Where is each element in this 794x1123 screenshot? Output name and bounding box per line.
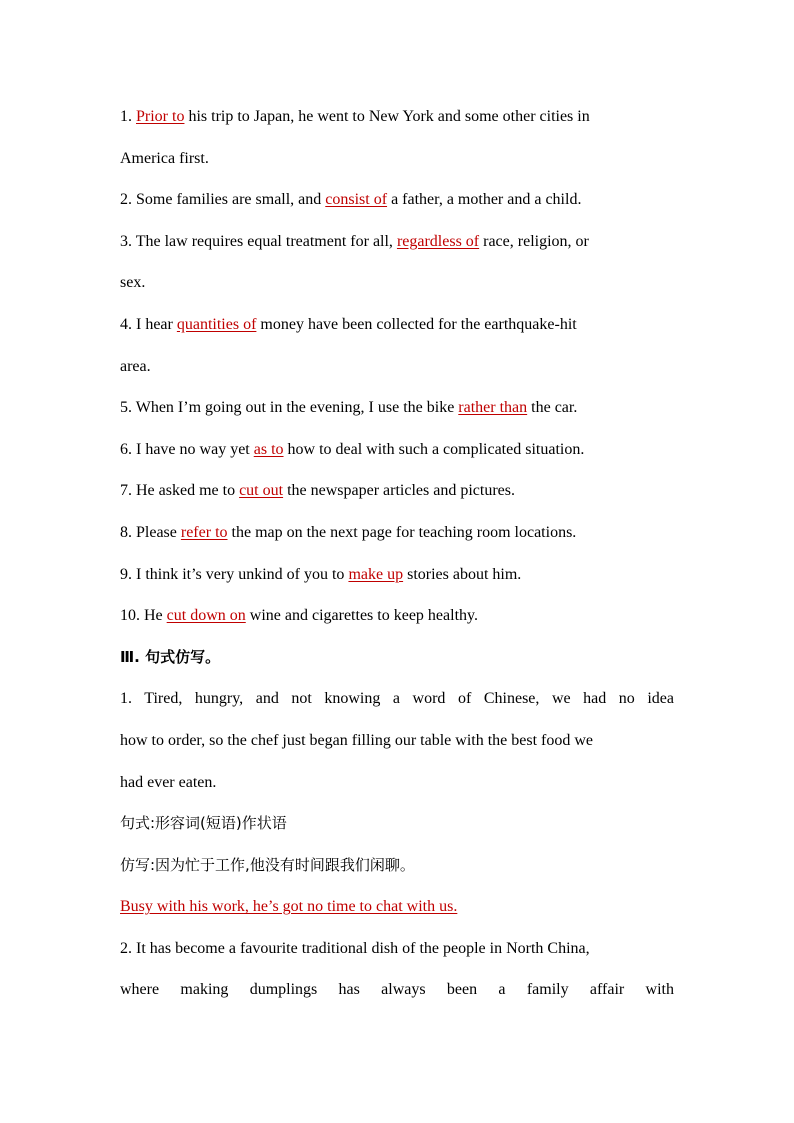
item-text: 7. He asked me to bbox=[120, 482, 240, 500]
imitate-answer bbox=[120, 886, 674, 928]
item-text: money have been collected for the earthquake-hit bbox=[256, 315, 577, 333]
document-page bbox=[120, 96, 674, 1011]
item-text: sex. bbox=[120, 274, 146, 292]
item-text: 8. Please bbox=[120, 523, 181, 541]
item-text: the map on the next page for teaching room locations. bbox=[227, 523, 577, 541]
sentence-text: how to order, so the chef just began filling our table with the best food we bbox=[120, 731, 594, 749]
item-text: 10. He bbox=[120, 607, 167, 625]
exercise-item-5 bbox=[120, 387, 674, 429]
word: making bbox=[180, 981, 229, 999]
word: where bbox=[120, 981, 160, 999]
word: always bbox=[381, 981, 426, 999]
exercise-item-3-cont bbox=[120, 262, 674, 304]
item-text: 2. Some families are small, and bbox=[120, 191, 326, 209]
item-text: how to deal with such a complicated situation. bbox=[283, 440, 585, 458]
exercise-item-8 bbox=[120, 512, 674, 554]
section-title: Ⅲ. 句式仿写。 bbox=[120, 647, 221, 666]
sentence-1-line-2 bbox=[120, 720, 674, 762]
exercise-item-2 bbox=[120, 179, 674, 221]
answer-phrase: Prior to bbox=[136, 108, 185, 125]
sentence-1-line-1 bbox=[120, 678, 674, 720]
exercise-item-10 bbox=[120, 595, 674, 637]
answer-phrase: cut out bbox=[239, 482, 284, 500]
answer-phrase: quantities of bbox=[176, 315, 257, 333]
word: been bbox=[446, 981, 478, 999]
item-text: 1. bbox=[120, 108, 136, 125]
item-text: his trip to Japan, he went to New York and some other cities in bbox=[184, 108, 590, 125]
sentence-2-line-1 bbox=[120, 928, 674, 970]
item-text: 3. The law requires equal treatment for all, bbox=[120, 232, 397, 250]
answer-phrase: make up bbox=[348, 565, 404, 583]
answer-phrase: consist of bbox=[325, 191, 388, 209]
word: a bbox=[498, 981, 506, 999]
word: family bbox=[526, 981, 569, 999]
exercise-item-1-cont bbox=[120, 138, 674, 180]
item-text: 5. When I’m going out in the evening, I use the bike bbox=[120, 399, 459, 417]
sentence-2-line-2 bbox=[120, 969, 674, 1011]
answer-phrase: regardless of bbox=[396, 232, 480, 250]
exercise-item-7 bbox=[120, 470, 674, 512]
word: affair bbox=[589, 981, 625, 999]
answer-sentence: Busy with his work, he’s got no time to chat with us. bbox=[120, 898, 458, 916]
exercise-item-1 bbox=[120, 96, 674, 138]
exercise-item-9 bbox=[120, 554, 674, 596]
exercise-item-4-cont bbox=[120, 346, 674, 388]
item-text: race, religion, or bbox=[479, 232, 589, 250]
item-text: stories about him. bbox=[403, 565, 522, 583]
answer-phrase: as to bbox=[253, 440, 284, 458]
word: with bbox=[645, 981, 674, 999]
answer-phrase: refer to bbox=[180, 523, 228, 541]
item-text: the car. bbox=[527, 399, 578, 417]
exercise-item-4 bbox=[120, 304, 674, 346]
item-text: 9. I think it’s very unkind of you to bbox=[120, 565, 349, 583]
word: has bbox=[338, 981, 360, 999]
item-text: the newspaper articles and pictures. bbox=[283, 482, 515, 500]
exercise-item-3 bbox=[120, 221, 674, 263]
item-text: 6. I have no way yet bbox=[120, 440, 254, 458]
sentence-text: had ever eaten. bbox=[120, 773, 217, 791]
word: dumplings bbox=[249, 981, 318, 999]
imitate-prompt: 仿写:因为忙于工作,他没有时间跟我们闲聊。 bbox=[120, 855, 415, 874]
sentence-1-line-3 bbox=[120, 762, 674, 804]
answer-phrase: rather than bbox=[458, 399, 528, 417]
item-text: America first. bbox=[120, 149, 209, 167]
item-text: a father, a mother and a child. bbox=[387, 191, 582, 209]
sentence-text: 2. It has become a favourite traditional dish of the people in North China, bbox=[120, 939, 590, 957]
sentence-text: 1. Tired, hungry, and not knowing a word of Chinese, we had no idea bbox=[120, 690, 674, 708]
answer-phrase: cut down on bbox=[166, 607, 246, 625]
exercise-item-6 bbox=[120, 429, 674, 471]
item-text: area. bbox=[120, 357, 151, 375]
item-text: wine and cigarettes to keep healthy. bbox=[245, 607, 478, 625]
pattern-label: 句式:形容词(短语)作状语 bbox=[120, 814, 287, 833]
item-text: 4. I hear bbox=[120, 315, 177, 333]
